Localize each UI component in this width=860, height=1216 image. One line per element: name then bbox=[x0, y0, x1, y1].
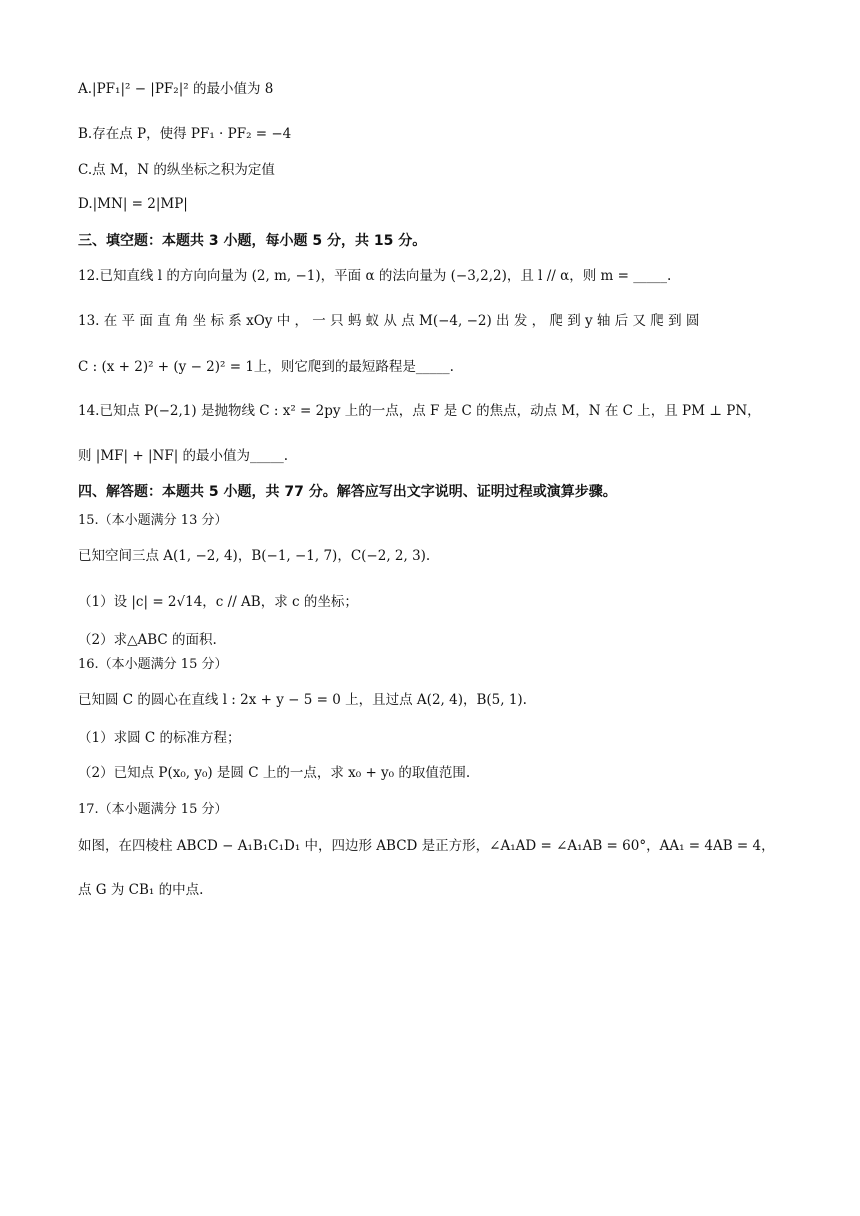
question-15-part-2: （2）求△ABC 的面积. bbox=[78, 632, 217, 648]
question-15-part-1: （1）设 |c| = 2√14，c // AB，求 c 的坐标； bbox=[78, 594, 358, 610]
question-16-part-2: （2）已知点 P(x₀, y₀) 是圆 C 上的一点，求 x₀ + y₀ 的取值范围. bbox=[78, 765, 471, 781]
question-17-stem: 如图，在四棱柱 ABCD − A₁B₁C₁D₁ 中，四边形 ABCD 是正方形，∠A₁AD = ∠A₁AB = 60°，AA₁ = 4AB = 4， bbox=[78, 838, 775, 854]
question-13-line-2: C : (x + 2)² + (y − 2)² = 1上，则它爬到的最短路程是_____. bbox=[78, 359, 454, 375]
option-d: D.|MN| = 2|MP| bbox=[78, 196, 188, 212]
question-14-line-2: 则 |MF| + |NF| 的最小值为_____. bbox=[78, 448, 289, 464]
question-14-line-1: 14.已知点 P(−2,1) 是抛物线 C : x² = 2py 上的一点，点 F 是 C 的焦点，动点 M，N 在 C 上，且 PM ⊥ PN， bbox=[78, 403, 761, 419]
question-15-stem: 已知空间三点 A(1, −2, 4)，B(−1, −1, 7)，C(−2, 2, 3). bbox=[78, 548, 431, 564]
question-16-stem: 已知圆 C 的圆心在直线 l : 2x + y − 5 = 0 上，且过点 A(2, 4)，B(5, 1). bbox=[78, 692, 527, 708]
question-17-header: 17.（本小题满分 15 分） bbox=[78, 802, 228, 817]
option-a: A.|PF₁|² − |PF₂|² 的最小值为 8 bbox=[78, 81, 274, 97]
question-15-header: 15.（本小题满分 13 分） bbox=[78, 513, 228, 528]
question-13-line-1: 13. 在 平 面 直 角 坐 标 系 xOy 中 ， 一 只 蚂 蚁 从 点 M(−4, −2) 出 发 ， 爬 到 y 轴 后 又 爬 到 圆 bbox=[78, 313, 700, 329]
section-heading-fill-in: 三、填空题：本题共 3 小题，每小题 5 分，共 15 分。 bbox=[78, 233, 427, 249]
question-16-header: 16.（本小题满分 15 分） bbox=[78, 657, 228, 672]
option-b: B.存在点 P，使得 PF₁ · PF₂ = −4 bbox=[78, 126, 292, 142]
question-12: 12.已知直线 l 的方向向量为 (2, m, −1)，平面 α 的法向量为 (−3,2,2)，且 l // α，则 m = _____. bbox=[78, 268, 672, 284]
option-c: C.点 M，N 的纵坐标之积为定值 bbox=[78, 162, 275, 178]
question-17-stem-2: 点 G 为 CB₁ 的中点. bbox=[78, 882, 204, 898]
section-heading-answer: 四、解答题：本题共 5 小题，共 77 分。解答应写出文字说明、证明过程或演算步骤。 bbox=[78, 484, 617, 500]
question-16-part-1: （1）求圆 C 的标准方程； bbox=[78, 730, 241, 746]
